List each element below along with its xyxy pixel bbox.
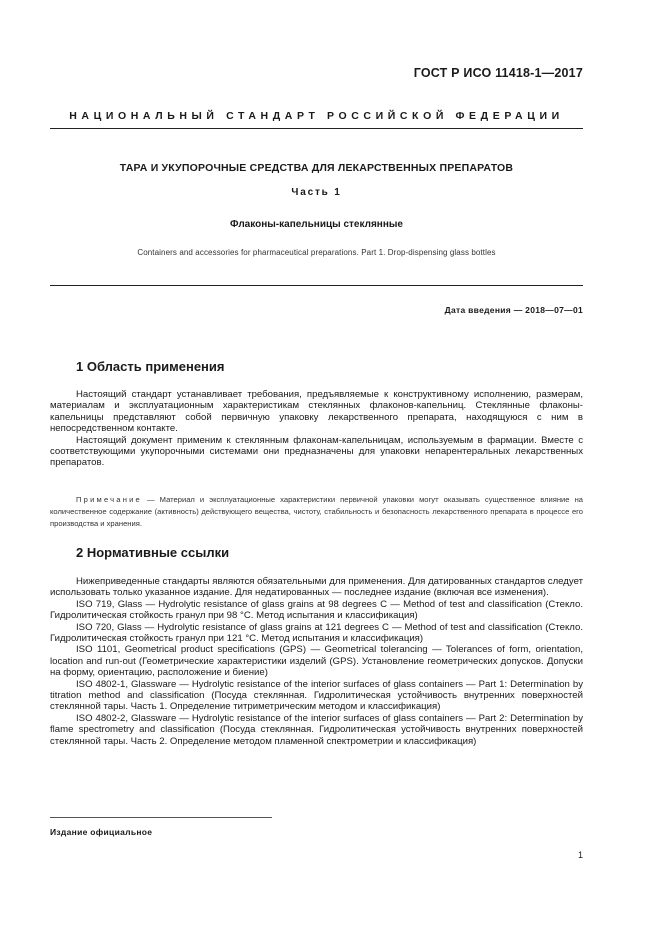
introduction-date: Дата введения — 2018—07—01	[444, 305, 583, 315]
reference-iso-1101: ISO 1101, Geometrical product specifications (GPS) — Geometrical tolerancing — Tolerances of form, orientation, location and run-out (Геометрические характеристики изделий (GPS). Установление геометрических допусков. Допуски на форму, ориентацию, расположение и биение)	[50, 644, 583, 679]
document-number: ГОСТ Р ИСО 11418-1—2017	[413, 66, 583, 80]
reference-iso-4802-2: ISO 4802-2, Glassware — Hydrolytic resistance of the interior surfaces of glass containers — Part 2: Determination by flame spectrometry and classification (Посуда стеклянная. Гидролитическая устойчивость внутренних поверхностей стеклянной тары. Часть 2. Определение методом пламенной спектрометрии и классификация)	[50, 712, 583, 747]
document-subtitle: Флаконы-капельницы стеклянные	[230, 219, 403, 230]
section-1-heading: 1 Область применения	[76, 359, 225, 374]
note-paragraph	[50, 494, 583, 531]
page-number: 1	[577, 850, 583, 860]
part-label: Часть 1	[291, 187, 342, 198]
document-title: ТАРА И УКУПОРОЧНЫЕ СРЕДСТВА ДЛЯ ЛЕКАРСТВЕННЫХ ПРЕПАРАТОВ	[119, 162, 514, 174]
section-2-heading: 2 Нормативные ссылки	[76, 545, 230, 560]
paragraph: Нижеприведенные стандарты являются обязательными для применения. Для датированных стандартов следует использовать только указанное издание. Для недатированных — последнее издание (включая все изменения).	[50, 576, 583, 599]
national-standard-heading: НАЦИОНАЛЬНЫЙ СТАНДАРТ РОССИЙСКОЙ ФЕДЕРАЦИИ	[69, 110, 564, 122]
section-1-body	[50, 389, 583, 469]
reference-iso-720: ISO 720, Glass — Hydrolytic resistance of glass grains at 121 degrees C — Method of test and classification (Стекло. Гидролитическая стойкость гранул при 121 °С. Метод испытания и классификация)	[50, 621, 583, 645]
paragraph: Настоящий стандарт устанавливает требования, предъявляемые к конструктивному исполнению, размерам, материалам и эксплуатационным характеристикам стеклянных флаконов-капельниц. Стеклянные флаконы-капельницы представляют собой первичную упаковку лекарственного препарата, находящуюся с ним в непосредственном контакте.	[50, 389, 583, 435]
header-divider	[50, 128, 583, 129]
note	[50, 494, 583, 531]
section-2-body	[50, 576, 583, 747]
note-text: — Материал и эксплуатационные характеристики первичной упаковки могут оказывать существенное влияние на количественное содержание (активность) действующего вещества, чистоту, стабильность и безопасность лекарственного препарата в процессе его производства и хранения.	[50, 495, 583, 529]
paragraph: Настоящий документ применим к стеклянным флаконам-капельницам, используемым в фармации. Вместе с соответствующими укупорочными системами они предназначены для упаковки непарентеральных лекарственных препаратов.	[50, 434, 583, 469]
reference-iso-719: ISO 719, Glass — Hydrolytic resistance of glass grains at 98 degrees C — Method of test and classification (Стекло. Гидролитическая стойкость гранул при 98 °С. Метод испытания и классификация)	[50, 598, 583, 622]
footer-divider	[50, 817, 272, 818]
edition-label: Издание официальное	[50, 827, 153, 837]
reference-iso-4802-1: ISO 4802-1, Glassware — Hydrolytic resistance of the interior surfaces of glass containers — Part 1: Determination by titration method and classification (Посуда стеклянная. Гидролитическая устойчивость внутренних поверхностей стеклянной тары. Часть 1. Определение титриметрическим методом и классификация)	[50, 678, 583, 713]
title-divider	[50, 285, 583, 286]
english-title: Containers and accessories for pharmaceutical preparations. Part 1. Drop-dispensing glass bottles	[137, 248, 496, 257]
note-label: Примечание	[76, 495, 142, 504]
